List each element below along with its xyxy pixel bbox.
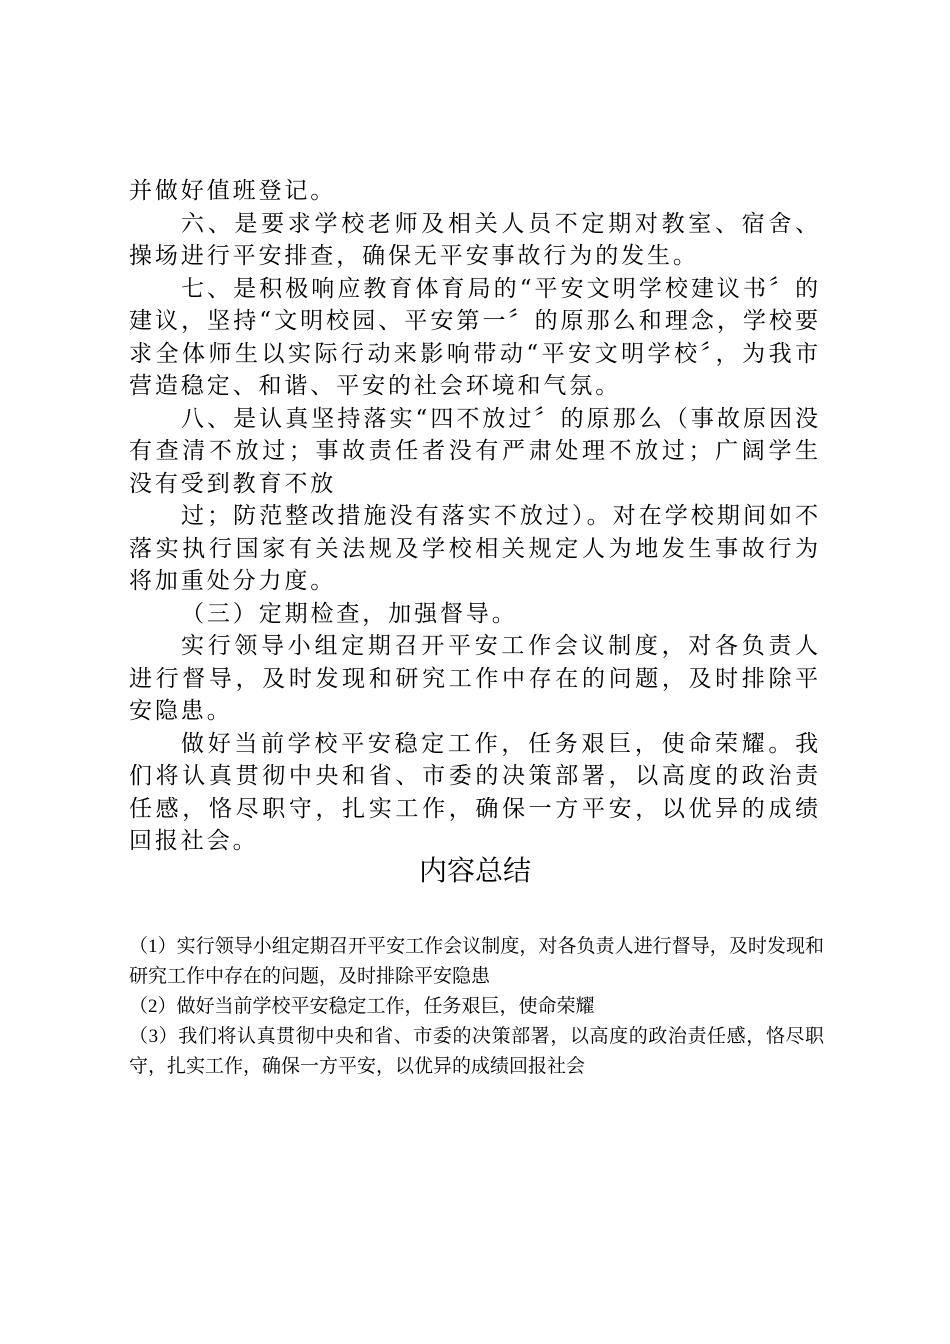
body-paragraph: 做好当前学校平安稳定工作，任务艰巨，使命荣耀。我们将认真贯彻中央和省、市委的决策部署，以高度的政治责任感，恪尽职守，扎实工作，确保一方平安，以优异的成绩回报社会。 — [129, 730, 821, 854]
body-paragraph: 七、是积极响应教育体育局的“平安文明学校建议书〞的建议，坚持“文明校园、平安第一〞的原那么和理念，学校要求全体师生以实际行动来影响带动“平安文明学校〞，为我市营造稳定、和谐、平安的社会环境和气氛。 — [129, 275, 821, 399]
summary-title: 内容总结 — [418, 856, 531, 887]
body-paragraph: 八、是认真坚持落实“四不放过〞的原那么（事故原因没有查清不放过；事故责任者没有严肃处理不放过；广阔学生没有受到教育不放 — [129, 405, 821, 497]
summary-item: （3）我们将认真贯彻中央和省、市委的决策部署，以高度的政治责任感，恪尽职守，扎实工作，确保一方平安，以优异的成绩回报社会 — [129, 1026, 824, 1077]
summary-item: （2）做好当前学校平安稳定工作，任务艰巨，使命荣耀 — [129, 996, 595, 1017]
section-heading: （三）定期检查，加强督导。 — [181, 600, 518, 627]
summary-item: （1）实行领导小组定期召开平安工作会议制度，对各负责人进行督导，及时发现和研究工作中存在的问题，及时排除平安隐患 — [129, 936, 824, 987]
summary-list — [129, 932, 824, 1082]
body-paragraph: 过；防范整改措施没有落实不放过）。对在学校期间如不落实执行国家有关法规及学校相关规定人为地发生事故行为将加重处分力度。 — [129, 503, 821, 594]
body-paragraph: 六、是要求学校老师及相关人员不定期对教室、宿舍、操场进行平安排查，确保无平安事故行为的发生。 — [129, 210, 821, 269]
document-body — [129, 175, 821, 858]
body-paragraph: 实行领导小组定期召开平安工作会议制度，对各负责人进行督导，及时发现和研究工作中存在的问题，及时排除平安隐患。 — [129, 633, 821, 724]
body-paragraph: 并做好值班登记。 — [129, 178, 337, 204]
